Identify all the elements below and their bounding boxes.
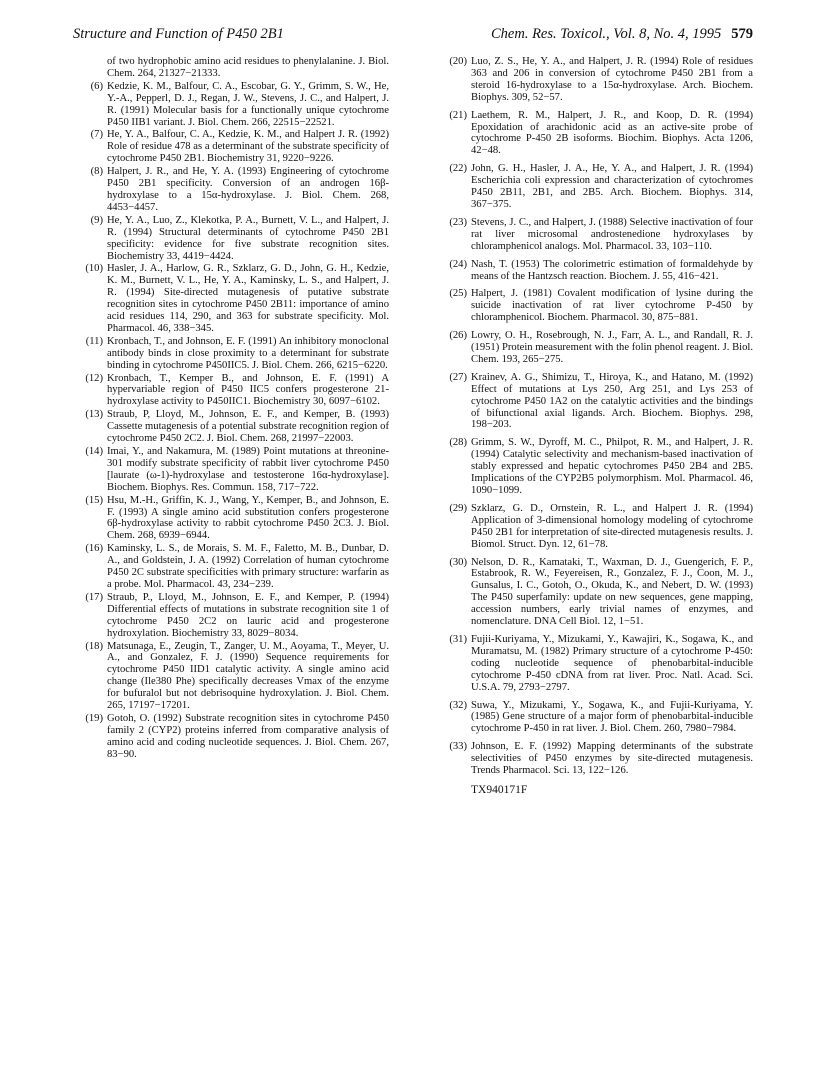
- journal-name: Chem. Res. Toxicol., Vol. 8, No. 4, 1995: [490, 26, 722, 42]
- reference-item: [437, 700, 753, 736]
- reference-item: [437, 259, 753, 283]
- reference-item: [73, 373, 389, 409]
- reference-item: [73, 592, 389, 640]
- reference-text: Stevens, J. C., and Halpert, J. (1988) Selective inactivation of four rat liver microsomal androstenedione hydroxylases by chloramphenicol analogs. Mol. Pharmacol. 33, 103−110.: [471, 216, 753, 252]
- reference-number: (8): [90, 166, 103, 178]
- reference-item: [73, 641, 389, 712]
- reference-text: Kaminsky, L. S., de Morais, S. M. F., Faletto, M. B., Dunbar, D. A., and Goldstein, J. A. (1992) Correlation of human cytochrome P450 2C substrate specificities with primary structure: warfarin as a probe. Mol. Pharmacol. 43, 234−239.: [107, 543, 389, 590]
- reference-number: (9): [90, 214, 103, 226]
- reference-number: (26): [449, 330, 467, 342]
- reference-item: [437, 330, 753, 366]
- reference-text: Halpert, J. R., and He, Y. A. (1993) Engineering of cytochrome P450 2B1 specificity. Conversion of an androgen 16β-hydroxylase to a 15α-hydroxylase. J. Biol. Chem. 268, 4453−4457.: [107, 166, 389, 213]
- reference-text: Halpert, J. (1981) Covalent modification of lysine during the suicide inactivation of rat liver cytochrome P-450 by chloramphenicol. Biochem. Pharmacol. 30, 875−881.: [471, 288, 753, 324]
- references-left-column: [73, 56, 389, 762]
- reference-item: [437, 56, 753, 104]
- reference-number: (14): [85, 446, 103, 457]
- manuscript-code: TX940171F: [471, 783, 528, 796]
- reference-number: (18): [85, 640, 103, 652]
- reference-number: (17): [85, 591, 103, 603]
- reference-number: (28): [449, 437, 467, 449]
- reference-number: (30): [449, 556, 467, 568]
- reference-continuation: [73, 56, 389, 80]
- reference-number: (24): [449, 258, 467, 270]
- reference-number: (32): [449, 699, 467, 711]
- reference-text: John, G. H., Hasler, J. A., He, Y. A., and Halpert, J. R. (1994) Escherichia coli expression and characterization of cytochromes P450 2B11, 2B1, and 2B5. Arch. Biochem. Biophys. 314, 367−375.: [471, 163, 753, 210]
- reference-number: (6): [90, 80, 103, 92]
- reference-item: [437, 163, 753, 211]
- reference-text: Johnson, E. F. (1992) Mapping determinants of the substrate selectivities of P450 enzymes by site-directed mutagenesis. Trends Pharmacol. Sci. 13, 122−126.: [471, 741, 753, 777]
- reference-number: (10): [85, 263, 103, 275]
- reference-number: (21): [449, 109, 467, 121]
- reference-number: (31): [449, 633, 467, 645]
- reference-text: Grimm, S. W., Dyroff, M. C., Philpot, R. M., and Halpert, J. R. (1994) Catalytic selectivity and mechanism-based inactivation of stably expressed and hepatic cytochromes P450 2B4 and 2B5. Implications of the CYP2B5 polymorphism. Mol. Pharmacol. 46, 1090−1099.: [471, 437, 753, 496]
- reference-number: (23): [449, 216, 467, 228]
- reference-text: Gotoh, O. (1992) Substrate recognition sites in cytochrome P450 family 2 (CYP2) proteins inferred from comparative analysis of amino acid and coding nucleotide sequences. J. Biol. Chem. 267, 83−90.: [107, 712, 389, 760]
- reference-number: (29): [449, 502, 467, 514]
- reference-number: (22): [449, 163, 467, 175]
- reference-item: [437, 288, 753, 324]
- reference-text: Straub, P., Lloyd, M., Johnson, E. F., and Kemper, P. (1994) Differential effects of mutations in substrate recognition site 1 of cytochrome P450 2C2 on lauric acid and progesterone hydroxylation. Biochemistry 33, 8029−8034.: [107, 591, 389, 639]
- journal-citation: [491, 26, 753, 43]
- reference-item: [437, 217, 753, 253]
- reference-number: (25): [449, 288, 467, 300]
- reference-text: Imai, Y., and Nakamura, M. (1989) Point mutations at threonine-301 modify substrate specificity of rabbit liver cytochrome P450 [laurate (ω-1)-hydroxylase and testosterone 16α-hydroxylase]. Biochem. Biophys. Res. Commun. 158, 717−722.: [107, 446, 389, 493]
- reference-item: [437, 557, 753, 628]
- reference-text: Luo, Z. S., He, Y. A., and Halpert, J. R. (1994) Role of residues 363 and 206 in conversion of cytochrome P450 2B1 from a steroid 16-hydroxylase to a 15α-hydroxylase. Arch. Biochem. Biophys. 309, 52−57.: [471, 56, 753, 103]
- reference-item: [73, 409, 389, 445]
- reference-item: [73, 263, 389, 334]
- reference-item: [437, 372, 753, 432]
- reference-text: Szklarz, G. D., Ornstein, R. L., and Halpert J. R. (1994) Application of 3-dimensional homology modeling of cytochrome P450 2B1 for interpretation of site-directed mutagenesis results. J. Biomol. Struct. Dyn. 12, 61−78.: [471, 502, 753, 550]
- reference-item: [73, 81, 389, 129]
- reference-text: Kedzie, K. M., Balfour, C. A., Escobar, G. Y., Grimm, S. W., He, Y.-A., Pepperl, D. J., Regan, J. W., Stevens, J. C., and Halpert, J. R. (1991) Molecular basis for a functionally unique cytochrome P450 IIB1 variant. J. Biol. Chem. 266, 22515−22521.: [107, 80, 389, 128]
- reference-text: Nelson, D. R., Kamataki, T., Waxman, D. J., Guengerich, F. P., Estabrook, R. W., Feyereisen, R., Gonzalez, F. J., Coon, M. J., Gunsalus, I. C., Gotoh, O., Okuda, K., and Nebert, D. W. (1993) The P450 superfamily: update on new sequences, gene mapping, accession numbers, early trivial names of enzymes, and nomenclature. DNA Cell Biol. 12, 1−51.: [471, 556, 753, 628]
- reference-number: (15): [85, 494, 103, 506]
- reference-number: (13): [85, 409, 103, 421]
- reference-item: [73, 446, 389, 494]
- running-title: Structure and Function of P450 2B1: [73, 26, 284, 42]
- reference-text: Nash, T. (1953) The colorimetric estimation of formaldehyde by means of the Hantzsch reaction. Biochem. J. 55, 416−421.: [471, 258, 753, 282]
- reference-item: [73, 713, 389, 761]
- reference-text: He, Y. A., Balfour, C. A., Kedzie, K. M., and Halpert J. R. (1992) Role of residue 478 as a determinant of the substrate specificity of cytochrome P450 2B1. Biochemistry 31, 9220−9226.: [107, 129, 389, 165]
- reference-item: [437, 110, 753, 158]
- reference-item: [437, 634, 753, 694]
- reference-number: (16): [85, 543, 103, 555]
- reference-item: [73, 129, 389, 165]
- reference-item: [73, 215, 389, 263]
- reference-number: (20): [449, 56, 467, 67]
- reference-text: Hsu, M.-H., Griffin, K. J., Wang, Y., Kemper, B., and Johnson, E. F. (1993) A single amino acid substitution confers progesterone 6β-hydroxylase activity to rabbit cytochrome P450 2C3. J. Biol. Chem. 268, 6939−6944.: [107, 494, 389, 542]
- reference-item: [73, 495, 389, 543]
- reference-number: (33): [449, 741, 467, 753]
- reference-number: (7): [90, 129, 103, 141]
- reference-text: Suwa, Y., Mizukami, Y., Sogawa, K., and Fujii-Kuriyama, Y. (1985) Gene structure of a major form of phenobarbital-inducible cytochrome P-450 in rat liver. J. Biol. Chem. 260, 7980−7984.: [471, 699, 753, 735]
- reference-text: of two hydrophobic amino acid residues to phenylalanine. J. Biol. Chem. 264, 21327−21333.: [107, 56, 389, 79]
- reference-item: [73, 166, 389, 214]
- references-right-column: [437, 56, 753, 797]
- reference-number: (11): [85, 335, 103, 347]
- reference-text: Krainev, A. G., Shimizu, T., Hiroya, K., and Hatano, M. (1992) Effect of mutations at Lys 250, Arg 251, and Lys 253 of cytochrome P450 1A2 on the catalytic activities and the bindings of bifunctional axial ligands. Arch. Biochem. Biophys. 298, 198−203.: [471, 371, 753, 431]
- reference-item: [73, 336, 389, 372]
- reference-item: [437, 741, 753, 777]
- page-header: [73, 26, 753, 48]
- reference-number: (12): [85, 372, 103, 384]
- reference-number: (19): [85, 712, 103, 724]
- reference-item: [437, 437, 753, 497]
- reference-text: Laethem, R. M., Halpert, J. R., and Koop, D. R. (1994) Epoxidation of arachidonic acid as an active-site probe of cytochrome P-450 2B isoforms. Biochim. Biophys. Acta 1206, 42−48.: [471, 109, 753, 157]
- reference-item: [73, 543, 389, 591]
- reference-text: Fujii-Kuriyama, Y., Mizukami, Y., Kawajiri, K., Sogawa, K., and Muramatsu, M. (1982) Primary structure of a cytochrome P-450: coding nucleotide sequence of phenobarbital-inducible cytochrome P-450 cDNA from rat liver. Proc. Natl. Acad. Sci. U.S.A. 79, 2793−2797.: [471, 633, 753, 693]
- reference-item: [437, 503, 753, 551]
- reference-text: Hasler, J. A., Harlow, G. R., Szklarz, G. D., John, G. H., Kedzie, K. M., Burnett, V. L., He, Y. A., Kaminsky, L. S., and Halpert, J. R. (1994) Site-directed mutagenesis of putative substrate recognition sites in cytochrome P450 2B11: importance of amino acid residues 114, 290, and 363 for substrate specificity. Mol. Pharmacol. 46, 338−345.: [107, 263, 389, 334]
- reference-text: Matsunaga, E., Zeugin, T., Zanger, U. M., Aoyama, T., Meyer, U. A., and Gonzalez, F. J. (1990) Sequence requirements for cytochrome P450 IID1 catalytic activity. A single amino acid change (Ile380 Phe) specifically decreases Vmax of the enzyme for bufuralol but not debrisoquine hydroxylation. J. Biol. Chem. 265, 17197−17201.: [107, 640, 389, 712]
- reference-text: Kronbach, T., and Johnson, E. F. (1991) An inhibitory monoclonal antibody binds in close proximity to a determinant for substrate binding in cytochrome P450IIC5. J. Biol. Chem. 266, 6215−6220.: [107, 335, 389, 371]
- reference-text: He, Y. A., Luo, Z., Klekotka, P. A., Burnett, V. L., and Halpert, J. R. (1994) Structural determinants of cytochrome P450 2B1 specificity: evidence for five substrate recognition sites. Biochemistry 33, 4419−4424.: [107, 214, 389, 262]
- reference-text: Lowry, O. H., Rosebrough, N. J., Farr, A. L., and Randall, R. J. (1951) Protein measurement with the folin phenol reagent. J. Biol. Chem. 193, 265−275.: [471, 330, 753, 365]
- reference-text: Kronbach, T., Kemper B., and Johnson, E. F. (1991) A hypervariable region of P450 IIC5 confers progesterone 21-hydroxylase activity to P450IIC1. Biochemistry 30, 6097−6102.: [107, 372, 389, 408]
- reference-number: (27): [449, 371, 467, 383]
- reference-text: Straub, P, Lloyd, M., Johnson, E. F., and Kemper, B. (1993) Cassette mutagenesis of a potential substrate recognition region of cytochrome P450 2C2. J. Biol. Chem. 268, 21997−22003.: [107, 409, 389, 445]
- page-number: 579: [731, 26, 753, 42]
